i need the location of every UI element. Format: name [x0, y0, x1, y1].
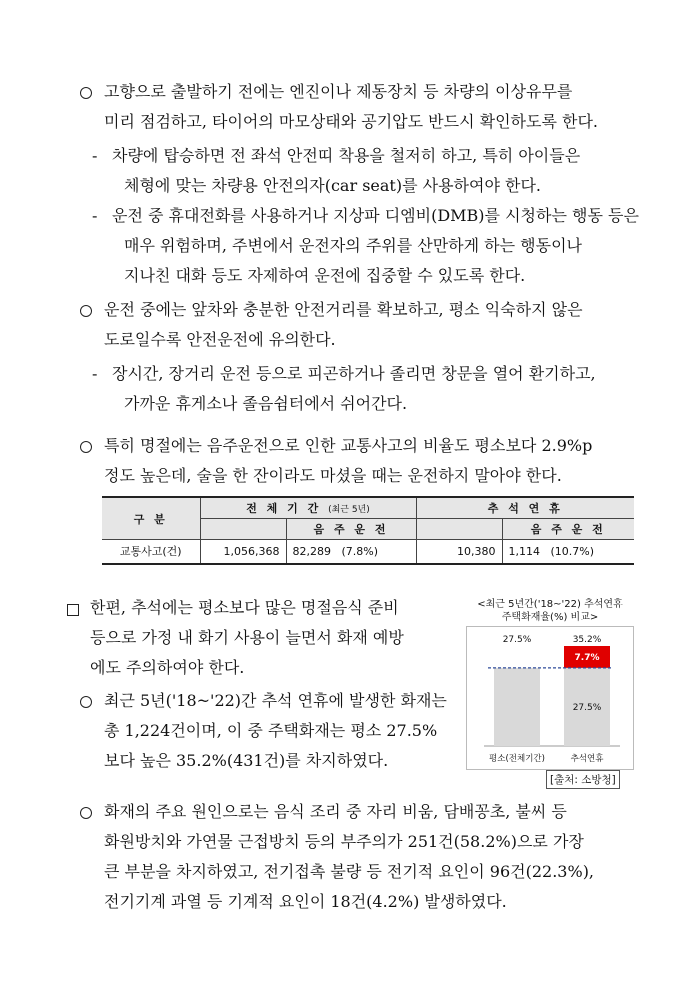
text-line: 화원방치와 가연물 근접방치 등의 부주의가 251건(58.2%)으로 가장 [104, 832, 584, 851]
text-line: 보다 높은 35.2%(431건)를 차지하였다. [104, 751, 389, 770]
table-cell-pct: (10.7%) [550, 544, 595, 558]
text-line: 차량에 탑승하면 전 좌석 안전띠 착용을 철저히 하고, 특히 아이들은 [112, 146, 581, 165]
text-line: 정도 높은데, 술을 한 잔이라도 마셨을 때는 운전하지 말아야 한다. [104, 466, 562, 485]
text-line: 장시간, 장거리 운전 등으로 피곤하거나 졸리면 창문을 열어 환기하고, [112, 364, 596, 383]
dash-marker-icon: - [92, 364, 98, 383]
table-subheader-drunk: 음 주 운 전 [502, 519, 634, 540]
chart-title-line2: 주택화재율(%) 비교> [501, 612, 599, 623]
circle-bullet-icon [80, 305, 92, 317]
total-period-label: 전 체 기 간 [246, 502, 322, 515]
table-cell [286, 540, 416, 564]
text-line: 에도 주의하여야 한다. [90, 658, 245, 677]
chart-bar-normal [494, 668, 540, 746]
chart-svg [466, 598, 634, 770]
table-cell-value: 1,114 [508, 544, 540, 558]
text-line: 고향으로 출발하기 전에는 엔진이나 제동장치 등 차량의 이상유무를 [104, 82, 573, 101]
text-line: 매우 위험하며, 주변에서 운전자의 주위를 산만하게 하는 행동이나 [124, 236, 583, 255]
circle-bullet-icon [80, 441, 92, 453]
chart-label-increase: 7.7% [574, 652, 600, 663]
table-cell [502, 540, 634, 564]
text-line: 가까운 휴게소나 졸음쉼터에서 쉬어간다. [124, 394, 408, 413]
text-line: 등으로 가정 내 화기 사용이 늘면서 화재 예방 [90, 628, 404, 647]
table-cell: 10,380 [416, 540, 502, 564]
table-cell-pct: (7.8%) [341, 544, 379, 558]
text-line: 특히 명절에는 음주운전으로 인한 교통사고의 비율도 평소보다 2.9%p [104, 436, 593, 455]
chart-label-normal: 27.5% [502, 635, 532, 645]
chart-label-chuseok: 35.2% [572, 635, 602, 645]
circle-bullet-icon [80, 696, 92, 708]
chart-label-base: 27.5% [572, 702, 602, 713]
text-line: 지나친 대화 등도 자제하여 운전에 집중할 수 있도록 한다. [124, 266, 526, 285]
total-period-note: (최근 5년) [328, 505, 370, 515]
table-cell: 1,056,368 [200, 540, 286, 564]
square-bullet-icon [67, 604, 79, 616]
chart-title-line1: <최근 5년간('18~'22) 추석연휴 [477, 599, 623, 610]
dash-marker-icon: - [92, 206, 98, 225]
text-line: 전기기계 과열 등 기계적 요인이 18건(4.2%) 발생하였다. [104, 892, 507, 911]
table-row-label: 교통사고(건) [102, 540, 200, 564]
source-note: [출처: 소방청] [546, 770, 620, 789]
table-row [102, 540, 634, 564]
table-cell-value: 82,289 [292, 544, 331, 558]
drunk-driving-table [102, 496, 634, 565]
table-header-row [102, 497, 634, 519]
text-line: 총 1,224건이며, 이 중 주택화재는 평소 27.5% [104, 721, 438, 740]
chart-category-label: 평소(전체기간) [489, 754, 545, 764]
dash-marker-icon: - [92, 146, 98, 165]
fire-rate-chart [466, 598, 634, 770]
table-header-total [200, 497, 416, 519]
text-line: 체형에 맞는 차량용 안전의자(car seat)를 사용하여야 한다. [124, 176, 542, 195]
text-line: 운전 중에는 앞차와 충분한 안전거리를 확보하고, 평소 익숙하지 않은 [104, 300, 583, 319]
text-line: 도로일수록 안전운전에 유의한다. [104, 330, 336, 349]
circle-bullet-icon [80, 87, 92, 99]
table-subheader-drunk: 음 주 운 전 [286, 519, 416, 540]
circle-bullet-icon [80, 807, 92, 819]
table-col-header: 구 분 [102, 497, 200, 540]
text-line: 운전 중 휴대전화를 사용하거나 지상파 디엠비(DMB)를 시청하는 행동 등은 [112, 206, 639, 225]
text-line: 미리 점검하고, 타이어의 마모상태와 공기압도 반드시 확인하도록 한다. [104, 112, 598, 131]
chart-category-label: 추석연휴 [570, 754, 604, 764]
text-line: 큰 부분을 차지하였고, 전기접촉 불량 등 전기적 요인이 96건(22.3%), [104, 862, 595, 881]
table-header-chuseok: 추 석 연 휴 [416, 497, 634, 519]
text-line: 최근 5년('18~'22)간 추석 연휴에 발생한 화재는 [104, 691, 447, 710]
text-line: 화재의 주요 원인으로는 음식 조리 중 자리 비움, 담배꽁초, 불씨 등 [104, 802, 567, 821]
text-line: 한편, 추석에는 평소보다 많은 명절음식 준비 [90, 598, 399, 617]
